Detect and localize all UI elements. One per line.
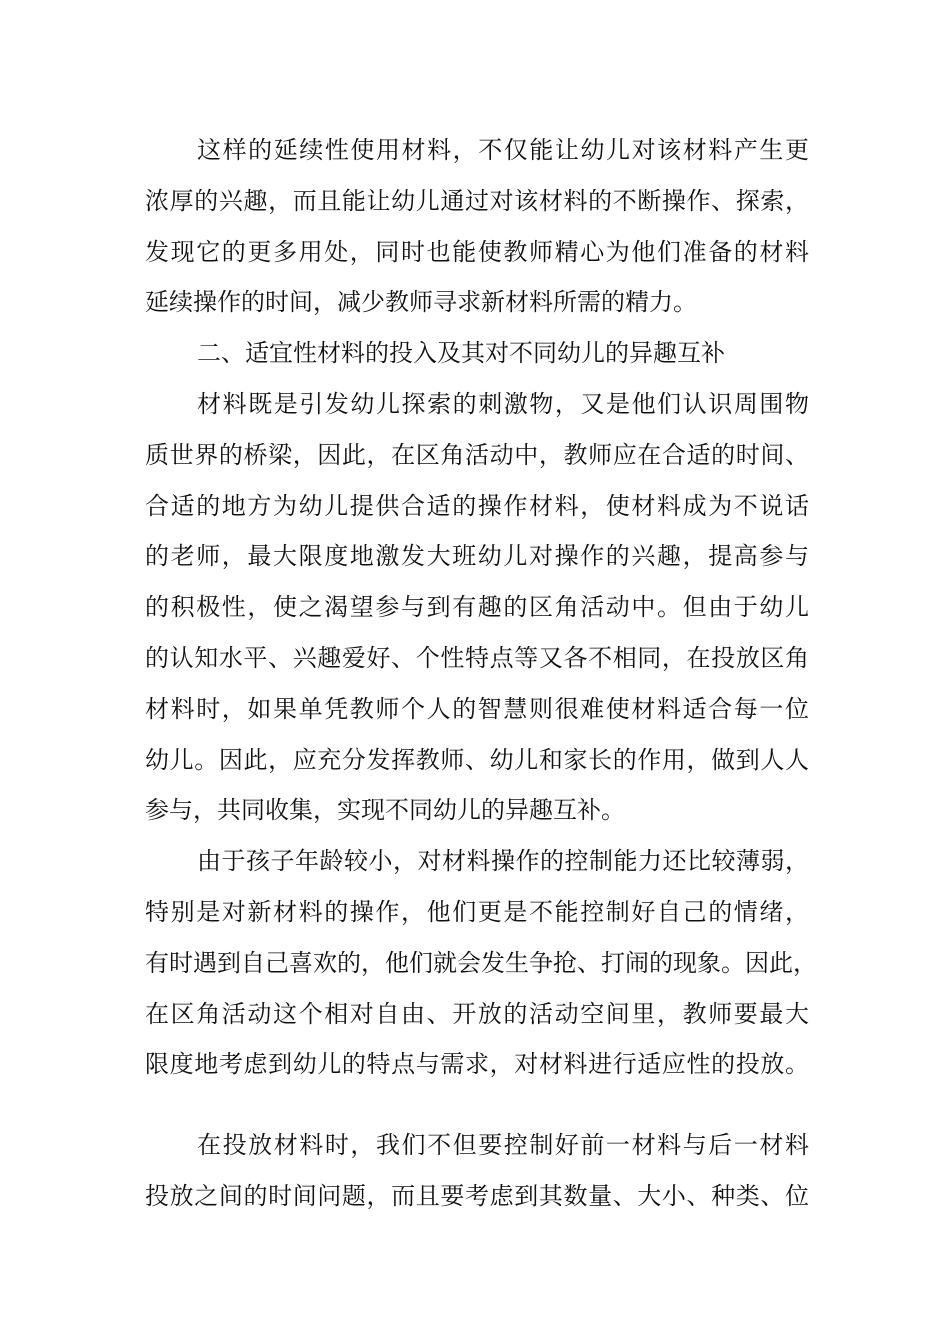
text-line: 延续操作的时间，减少教师寻求新材料所需的精力。 bbox=[145, 288, 697, 317]
text-line: 材料时，如果单凭教师个人的智慧则很难使材料适合每一位 bbox=[145, 694, 809, 723]
text-line: 在投放材料时，我们不但要控制好前一材料与后一材料 bbox=[197, 1131, 809, 1159]
text-line: 这样的延续性使用材料，不仅能让幼儿对该材料产生更 bbox=[197, 136, 809, 164]
text-line: 材料既是引发幼儿探索的刺激物，又是他们认识周围物 bbox=[197, 389, 809, 418]
text-line: 的老师，最大限度地激发大班幼儿对操作的兴趣，提高参与 bbox=[145, 542, 809, 571]
text-line: 幼儿。因此，应充分发挥教师、幼儿和家长的作用，做到人人 bbox=[145, 745, 809, 774]
text-line: 投放之间的时间问题，而且要考虑到其数量、大小、种类、位 bbox=[145, 1181, 809, 1210]
text-line: 由于孩子年龄较小，对材料操作的控制能力还比较薄弱， bbox=[197, 847, 809, 876]
text-line: 在区角活动这个相对自由、开放的活动空间里，教师要最大 bbox=[145, 999, 809, 1028]
text-line: 质世界的桥梁，因此，在区角活动中，教师应在合适的时间、 bbox=[145, 440, 809, 469]
text-line: 浓厚的兴趣，而且能让幼儿通过对该材料的不断操作、探索， bbox=[145, 186, 809, 215]
body-text-block-1 bbox=[145, 125, 817, 1090]
text-line: 发现它的更多用处，同时也能使教师精心为他们准备的材料 bbox=[145, 237, 809, 266]
text-line: 有时遇到自己喜欢的，他们就会发生争抢、打闹的现象。因此， bbox=[145, 948, 817, 977]
text-line: 参与，共同收集，实现不同幼儿的异趣互补。 bbox=[145, 796, 625, 825]
text-line: 特别是对新材料的操作，他们更是不能控制好自己的情绪， bbox=[145, 897, 809, 926]
text-line: 的积极性，使之渴望参与到有趣的区角活动中。但由于幼儿 bbox=[145, 593, 809, 622]
text-line: 限度地考虑到幼儿的特点与需求，对材料进行适应性的投放。 bbox=[145, 1050, 809, 1079]
text-line: 的认知水平、兴趣爱好、个性特点等又各不相同，在投放区角 bbox=[145, 643, 809, 672]
text-line: 合适的地方为幼儿提供合适的操作材料，使材料成为不说话 bbox=[145, 491, 809, 520]
section-heading: 二、适宜性材料的投入及其对不同幼儿的异趣互补 bbox=[197, 339, 725, 368]
body-text-block-2 bbox=[145, 1120, 809, 1222]
